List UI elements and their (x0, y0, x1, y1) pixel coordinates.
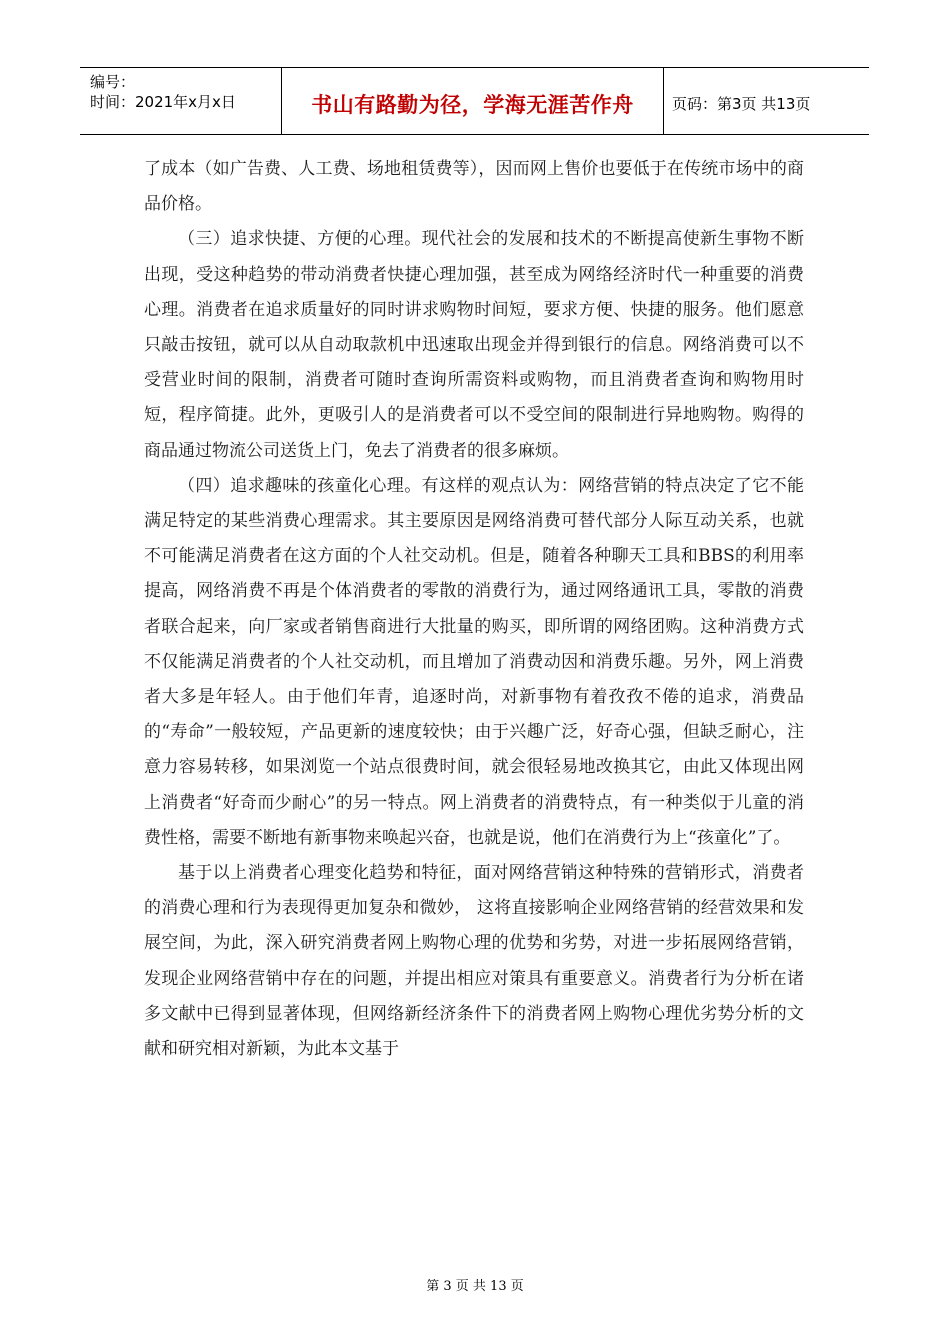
page-footer (0, 1275, 950, 1294)
footer-page-number: 第 3 页 共 13 页 (426, 1279, 524, 1294)
header-meta-cell (80, 68, 282, 134)
document-number-label: 编号： (90, 73, 136, 91)
document-time-label: 时间：2021年x月x日 (90, 93, 236, 111)
header-page-label: 页码：第3页 共13页 (672, 94, 811, 113)
document-body (144, 152, 804, 1067)
body-paragraph-convenience: （三）追求快捷、方便的心理。现代社会的发展和技术的不断提高使新生事物不断出现，受这种趋势的带动消费者快捷心理加强，甚至成为网络经济时代一种重要的消费心理。消费者在追求质量好的同时讲求购物时间短，要求方便、快捷的服务。他们愿意只敲击按钮，就可以从自动取款机中迅速取出现金并得到银行的信息。网络消费可以不受营业时间的限制，消费者可随时查询所需资料或购物，而且消费者查询和购物用时短，程序简捷。此外，更吸引人的是消费者可以不受空间的限制进行异地购物。购得的商品通过物流公司送货上门，免去了消费者的很多麻烦。 (144, 229, 804, 461)
body-paragraph-continuation: 了成本（如广告费、人工费、场地租赁费等），因而网上售价也要低于在传统市场中的商品价格。 (144, 159, 804, 215)
header-motto: 书山有路勤为径，学海无涯苦作舟 (311, 93, 634, 117)
header-motto-cell (282, 68, 664, 134)
body-paragraph-childlike: （四）追求趣味的孩童化心理。有这样的观点认为：网络营销的特点决定了它不能满足特定的某些消费心理需求。其主要原因是网络消费可替代部分人际互动关系，也就不可能满足消费者在这方面的个人社交动机。但是，随着各种聊天工具和BBS的利用率提高，网络消费不再是个体消费者的零散的消费行为，通过网络通讯工具，零散的消费者联合起来，向厂家或者销售商进行大批量的购买，即所谓的网络团购。这种消费方式不仅能满足消费者的个人社交动机，而且增加了消费动因和消费乐趣。另外，网上消费者大多是年轻人。由于他们年青，追逐时尚，对新事物有着孜孜不倦的追求，消费品的“寿命”一般较短，产品更新的速度较快；由于兴趣广泛，好奇心强，但缺乏耐心，注意力容易转移，如果浏览一个站点很费时间，就会很轻易地改换其它，由此又体现出网上消费者“好奇而少耐心”的另一特点。网上消费者的消费特点，有一种类似于儿童的消费性格，需要不断地有新事物来唤起兴奋，也就是说，他们在消费行为上“孩童化”了。 (144, 475, 804, 848)
header-page-cell (664, 68, 869, 134)
document-header (80, 67, 869, 135)
body-paragraph-conclusion: 基于以上消费者心理变化趋势和特征，面对网络营销这种特殊的营销形式，消费者的消费心理和行为表现得更加复杂和微妙， 这将直接影响企业网络营销的经营效果和发展空间，为此，深入研究消费者网上购物心理的优势和劣势，对进一步拓展网络营销，发现企业网络营销中存在的问题，并提出相应对策具有重要意义。消费者行为分析在诸多文献中已得到显著体现，但网络新经济条件下的消费者网上购物心理优劣势分析的文献和研究相对新颖，为此本文基于 (144, 863, 804, 1060)
